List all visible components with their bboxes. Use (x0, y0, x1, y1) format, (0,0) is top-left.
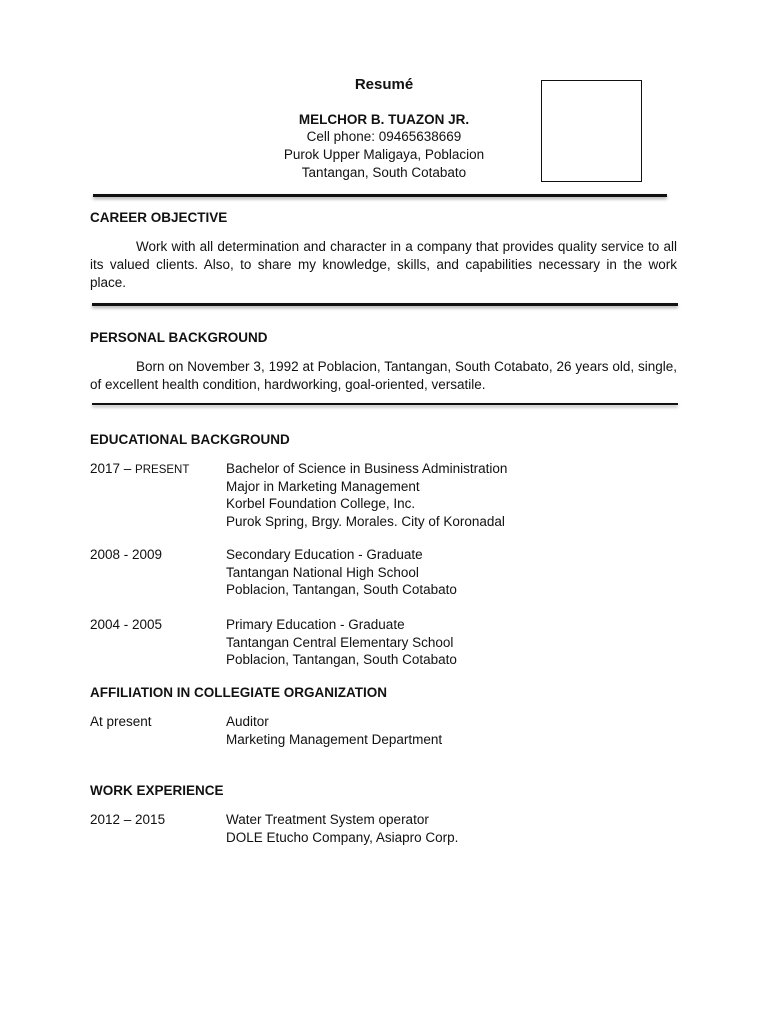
education-2-level: Secondary Education - Graduate (226, 547, 423, 562)
contact-phone: Cell phone: 09465638669 (306, 129, 462, 144)
educational-background-heading: EDUCATIONAL BACKGROUND (90, 432, 290, 447)
contact-address-line-2: Tantangan, South Cotabato (301, 165, 467, 180)
work-entry-1 (226, 811, 458, 846)
education-date-2: 2008 - 2009 (90, 547, 163, 562)
affiliation-entry-1 (226, 713, 442, 748)
affiliation-1-department: Marketing Management Department (226, 731, 443, 747)
applicant-name: MELCHOR B. TUAZON JR. (298, 112, 470, 127)
header-divider (93, 194, 667, 197)
education-2-address: Poblacion, Tantangan, South Cotabato (226, 582, 457, 597)
resume-title: Resumé (354, 76, 414, 93)
contact-address-line-1: Purok Upper Maligaya, Poblacion (283, 147, 485, 162)
education-1-degree: Bachelor of Science in Business Administration (226, 461, 508, 476)
education-1-major: Major in Marketing Management (226, 478, 420, 494)
education-1-address: Purok Spring, Brgy. Morales. City of Koronadal (226, 513, 505, 529)
education-3-level: Primary Education - Graduate (226, 617, 405, 632)
education-date-1-present: PRESENT (135, 464, 190, 476)
work-1-company: DOLE Etucho Company, Asiapro Corp. (226, 829, 459, 845)
education-2-school: Tantangan National High School (226, 564, 419, 580)
personal-background-text: Born on November 3, 1992 at Poblacion, Tantangan, South Cotabato, 26 years old, single, of excellent health condition, hardworking, goal-oriented, versatile. (90, 359, 677, 392)
work-1-position: Water Treatment System operator (226, 812, 429, 827)
education-entry-2 (226, 546, 457, 599)
career-objective-text: Work with all determination and character in a company that provides quality service to all its valued clients. Also, to share my knowledge, skills, and capabilities necessary in the work place. (90, 239, 677, 290)
education-3-address: Poblacion, Tantangan, South Cotabato (226, 652, 457, 667)
work-experience-heading: WORK EXPERIENCE (90, 783, 224, 798)
work-date-1: 2012 – 2015 (90, 812, 166, 827)
education-entry-1 (226, 460, 507, 530)
affiliation-1-position: Auditor (226, 714, 269, 729)
personal-background-divider (92, 403, 678, 405)
photo-placeholder (541, 80, 642, 182)
education-entry-3 (226, 616, 457, 669)
career-objective-heading: CAREER OBJECTIVE (90, 210, 228, 225)
education-3-school: Tantangan Central Elementary School (226, 634, 454, 650)
personal-background-heading: PERSONAL BACKGROUND (90, 330, 268, 345)
education-date-1-years: 2017 – (90, 461, 136, 476)
education-date-3: 2004 - 2005 (90, 617, 163, 632)
affiliation-heading: AFFILIATION IN COLLEGIATE ORGANIZATION (90, 685, 387, 700)
education-date-1 (90, 460, 189, 480)
affiliation-date-1: At present (90, 714, 152, 729)
career-objective-divider (92, 303, 678, 306)
education-1-school: Korbel Foundation College, Inc. (226, 496, 416, 511)
